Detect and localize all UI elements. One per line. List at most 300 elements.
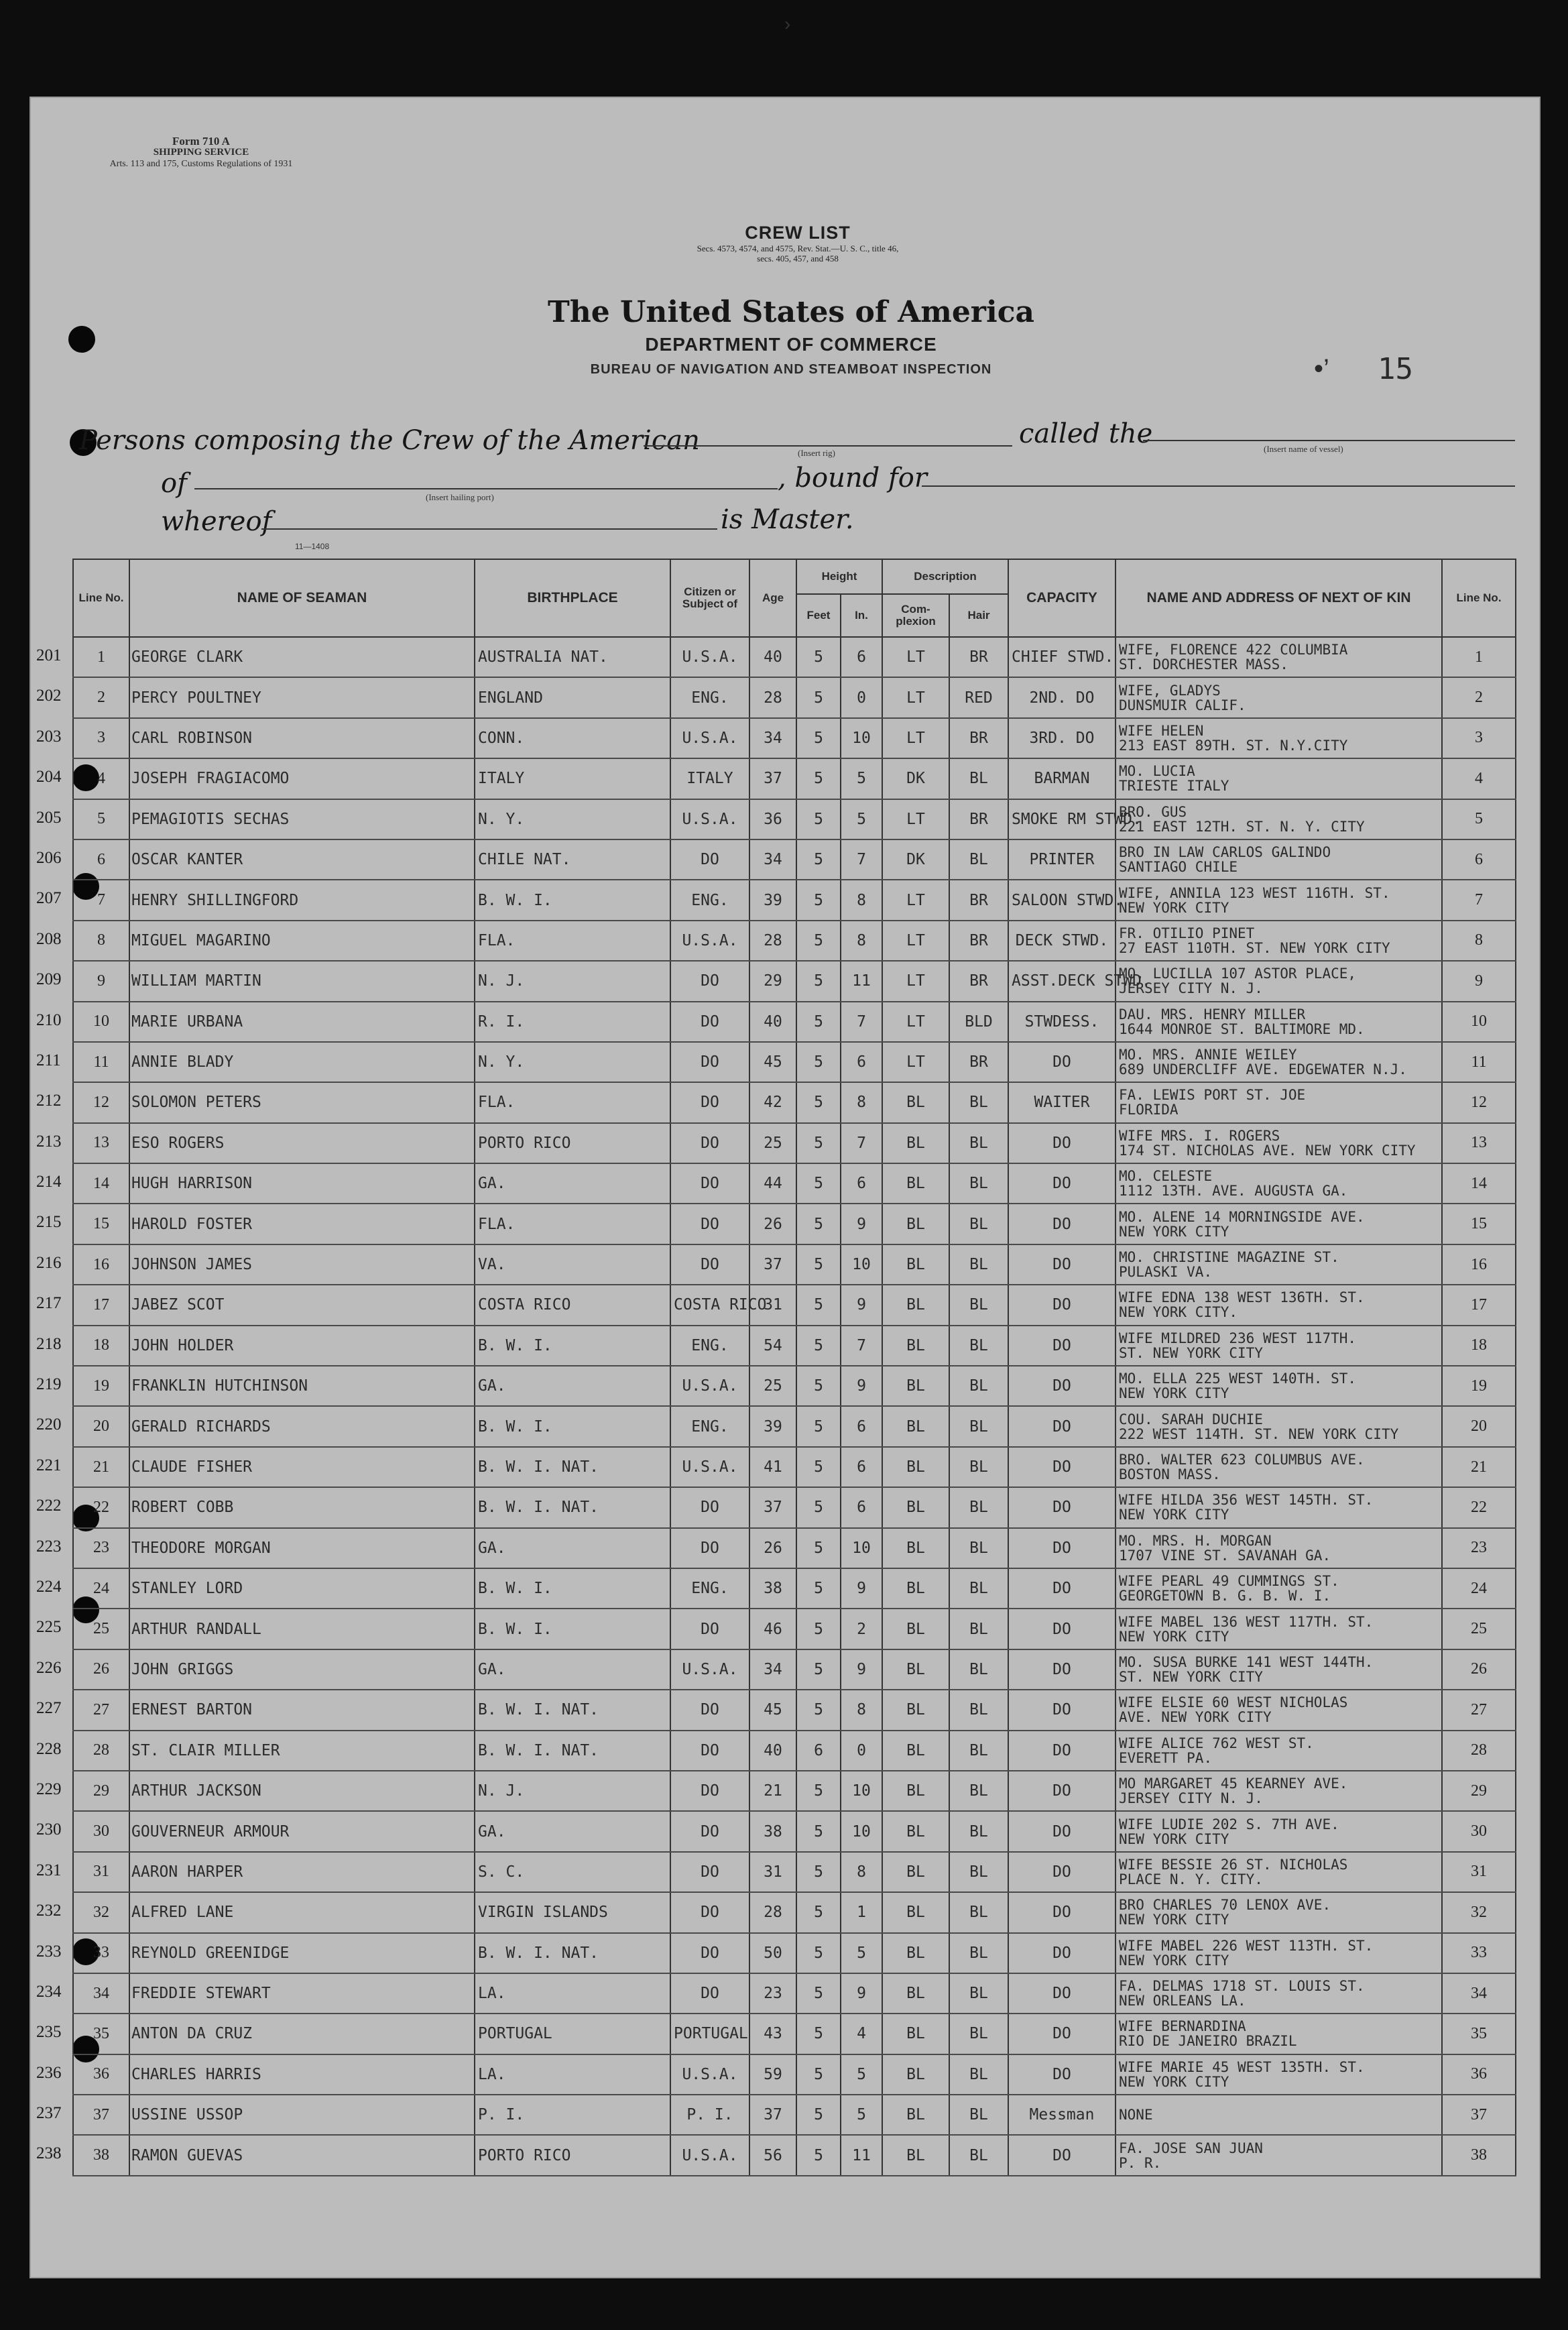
line-prefix: 214 — [36, 1173, 62, 1191]
line-prefix: 209 — [36, 970, 62, 989]
line-number: 36 — [73, 2054, 129, 2095]
next-of-kin-line: NEW YORK CITY — [1119, 1507, 1229, 1523]
table-row — [73, 961, 1516, 1001]
citizenship: DO — [670, 1082, 749, 1122]
height-feet: 5 — [796, 839, 841, 880]
next-of-kin-line: BRO CHARLES 70 LENOX AVE. — [1119, 1897, 1331, 1914]
height-feet: 5 — [796, 1852, 841, 1892]
hair: BL — [949, 2054, 1008, 2095]
col-hair: Hair — [949, 594, 1008, 637]
age: 45 — [749, 1042, 796, 1082]
height-inches: 6 — [841, 637, 882, 677]
complexion: DK — [882, 758, 949, 799]
seaman-name: ANTON DA CRUZ — [129, 2014, 475, 2054]
persons-label: Persons composing the Crew of the American — [79, 425, 700, 456]
height-feet: 5 — [796, 1973, 841, 2014]
hair: BL — [949, 2095, 1008, 2135]
next-of-kin-line: WIFE PEARL 49 CUMMINGS ST. — [1119, 1573, 1339, 1590]
height-inches: 7 — [841, 1326, 882, 1366]
line-prefix: 232 — [36, 1902, 62, 1920]
citizenship: U.S.A. — [670, 637, 749, 677]
table-row — [73, 1690, 1516, 1730]
line-prefix: 219 — [36, 1375, 62, 1394]
height-inches: 10 — [841, 1528, 882, 1568]
seaman-name: ARTHUR RANDALL — [129, 1609, 475, 1649]
next-of-kin-line: 27 EAST 110TH. ST. NEW YORK CITY — [1119, 939, 1390, 956]
next-of-kin — [1115, 1811, 1442, 1851]
capacity: STWDESS. — [1008, 1002, 1115, 1042]
line-number: 23 — [73, 1528, 129, 1568]
form-regulation: Arts. 113 and 175, Customs Regulations of 1931 — [109, 159, 293, 169]
table-row — [73, 1528, 1516, 1568]
col-height: Height — [796, 559, 882, 594]
vessel-hint: (Insert name of vessel) — [1264, 444, 1343, 454]
next-of-kin — [1115, 758, 1442, 799]
birthplace: CHILE NAT. — [475, 839, 670, 880]
line-number: 28 — [73, 1731, 129, 1771]
next-of-kin-line: P. R. — [1119, 2154, 1162, 2171]
line-number-right: 37 — [1442, 2095, 1516, 2135]
capacity: SALOON STWD. — [1008, 880, 1115, 920]
seaman-name: GOUVERNEUR ARMOUR — [129, 1811, 475, 1851]
hair: BL — [949, 1852, 1008, 1892]
height-inches: 5 — [841, 2095, 882, 2135]
next-of-kin — [1115, 1528, 1442, 1568]
table-row — [73, 2135, 1516, 2175]
complexion: BL — [882, 1163, 949, 1204]
line-number: 30 — [73, 1811, 129, 1851]
statute-line-2: secs. 405, 457, and 458 — [757, 253, 839, 264]
height-inches: 5 — [841, 2054, 882, 2095]
capacity: DO — [1008, 1042, 1115, 1082]
next-of-kin-line: ST. NEW YORK CITY — [1119, 1344, 1263, 1361]
master-field[interactable] — [261, 528, 717, 530]
complexion: BL — [882, 2054, 949, 2095]
birthplace: ITALY — [475, 758, 670, 799]
height-inches: 10 — [841, 1244, 882, 1285]
citizenship: ENG. — [670, 677, 749, 717]
next-of-kin — [1115, 1204, 1442, 1244]
complexion: LT — [882, 1042, 949, 1082]
capacity: DECK STWD. — [1008, 921, 1115, 961]
birthplace: AUSTRALIA NAT. — [475, 637, 670, 677]
complexion: BL — [882, 1811, 949, 1851]
line-prefix: 203 — [36, 727, 62, 746]
height-inches: 11 — [841, 961, 882, 1001]
capacity: DO — [1008, 2014, 1115, 2054]
citizenship: ITALY — [670, 758, 749, 799]
line-prefix: 233 — [36, 1942, 62, 1961]
age: 45 — [749, 1690, 796, 1730]
capacity: DO — [1008, 1326, 1115, 1366]
height-inches: 7 — [841, 1002, 882, 1042]
next-of-kin-line: BRO. WALTER 623 COLUMBUS AVE. — [1119, 1452, 1365, 1468]
next-of-kin — [1115, 1852, 1442, 1892]
height-inches: 0 — [841, 1731, 882, 1771]
complexion: BL — [882, 1487, 949, 1527]
line-prefix: 225 — [36, 1618, 62, 1637]
line-prefix: 236 — [36, 2063, 62, 2082]
next-of-kin — [1115, 1892, 1442, 1932]
birthplace: B. W. I. — [475, 1568, 670, 1609]
next-of-kin-line: WIFE, GLADYS — [1119, 682, 1221, 699]
hair: BL — [949, 1204, 1008, 1244]
height-inches: 9 — [841, 1568, 882, 1609]
height-feet: 5 — [796, 1528, 841, 1568]
bound-for-field[interactable] — [922, 485, 1515, 487]
page-mark: •’ — [1314, 354, 1329, 384]
height-inches: 8 — [841, 880, 882, 920]
table-row — [73, 799, 1516, 839]
citizenship: DO — [670, 1609, 749, 1649]
complexion: BL — [882, 1204, 949, 1244]
height-feet: 5 — [796, 1002, 841, 1042]
seaman-name: THEODORE MORGAN — [129, 1528, 475, 1568]
line-number-right: 26 — [1442, 1649, 1516, 1690]
capacity: Messman — [1008, 2095, 1115, 2135]
complexion: BL — [882, 1244, 949, 1285]
height-feet: 5 — [796, 1892, 841, 1932]
table-row — [73, 1973, 1516, 2014]
height-inches: 8 — [841, 1082, 882, 1122]
complexion: BL — [882, 1406, 949, 1446]
seaman-name: MIGUEL MAGARINO — [129, 921, 475, 961]
height-inches: 11 — [841, 2135, 882, 2175]
next-of-kin — [1115, 799, 1442, 839]
age: 54 — [749, 1326, 796, 1366]
seaman-name: REYNOLD GREENIDGE — [129, 1933, 475, 1973]
capacity: DO — [1008, 1123, 1115, 1163]
capacity: DO — [1008, 2054, 1115, 2095]
next-of-kin-line: WIFE MRS. I. ROGERS — [1119, 1127, 1280, 1144]
rig-field[interactable] — [644, 445, 1012, 447]
table-row — [73, 1326, 1516, 1366]
next-of-kin-line: MO. CELESTE — [1119, 1168, 1213, 1185]
next-of-kin — [1115, 1366, 1442, 1406]
next-of-kin-line: WIFE ALICE 762 WEST ST. — [1119, 1735, 1314, 1751]
height-feet: 5 — [796, 1771, 841, 1811]
line-number-right: 29 — [1442, 1771, 1516, 1811]
next-of-kin-line: 1707 VINE ST. SAVANAH GA. — [1119, 1547, 1331, 1564]
next-of-kin-line: EVERETT PA. — [1119, 1749, 1213, 1766]
complexion: BL — [882, 1649, 949, 1690]
next-of-kin — [1115, 961, 1442, 1001]
birthplace: FLA. — [475, 921, 670, 961]
line-number-right: 32 — [1442, 1892, 1516, 1932]
punch-hole — [68, 326, 95, 353]
table-row — [73, 1892, 1516, 1932]
birthplace: N. J. — [475, 961, 670, 1001]
table-row — [73, 1082, 1516, 1122]
seaman-name: RAMON GUEVAS — [129, 2135, 475, 2175]
col-complexion: Com-plexion — [882, 594, 949, 637]
hair: BR — [949, 880, 1008, 920]
birthplace: ENGLAND — [475, 677, 670, 717]
complexion: BL — [882, 1447, 949, 1487]
hair: BR — [949, 799, 1008, 839]
birthplace: COSTA RICO — [475, 1285, 670, 1325]
seaman-name: HUGH HARRISON — [129, 1163, 475, 1204]
line-number: 13 — [73, 1123, 129, 1163]
line-prefix: 213 — [36, 1132, 62, 1151]
seaman-name: ROBERT COBB — [129, 1487, 475, 1527]
birthplace: GA. — [475, 1163, 670, 1204]
next-of-kin-line: MO. CHRISTINE MAGAZINE ST. — [1119, 1249, 1339, 1266]
capacity: CHIEF STWD. — [1008, 637, 1115, 677]
next-of-kin-line: SANTIAGO CHILE — [1119, 859, 1238, 876]
birthplace: PORTO RICO — [475, 2135, 670, 2175]
birthplace: FLA. — [475, 1204, 670, 1244]
table-row — [73, 1649, 1516, 1690]
line-prefix: 216 — [36, 1253, 62, 1272]
complexion: LT — [882, 718, 949, 758]
complexion: BL — [882, 1123, 949, 1163]
next-of-kin — [1115, 2014, 1442, 2054]
col-feet: Feet — [796, 594, 841, 637]
complexion: BL — [882, 2014, 949, 2054]
age: 37 — [749, 2095, 796, 2135]
next-of-kin — [1115, 637, 1442, 677]
complexion: DK — [882, 839, 949, 880]
hair: BL — [949, 1487, 1008, 1527]
line-prefix: 210 — [36, 1010, 62, 1029]
complexion: LT — [882, 677, 949, 717]
next-of-kin-line: FR. OTILIO PINET — [1119, 925, 1255, 941]
hair: BR — [949, 961, 1008, 1001]
table-row — [73, 880, 1516, 920]
age: 34 — [749, 718, 796, 758]
next-of-kin-line: MO. LUCILLA 107 ASTOR PLACE, — [1119, 966, 1357, 982]
complexion: LT — [882, 961, 949, 1001]
height-feet: 5 — [796, 1447, 841, 1487]
capacity: DO — [1008, 1406, 1115, 1446]
hair: RED — [949, 677, 1008, 717]
seaman-name: FREDDIE STEWART — [129, 1973, 475, 2014]
line-prefix: 234 — [36, 1982, 62, 2001]
age: 50 — [749, 1933, 796, 1973]
table-row — [73, 1042, 1516, 1082]
height-inches: 6 — [841, 1406, 882, 1446]
next-of-kin-line: FA. DELMAS 1718 ST. LOUIS ST. — [1119, 1978, 1365, 1995]
hair: BR — [949, 921, 1008, 961]
next-of-kin — [1115, 1326, 1442, 1366]
line-number-right: 23 — [1442, 1528, 1516, 1568]
col-line-no: Line No. — [73, 559, 129, 637]
height-feet: 5 — [796, 1690, 841, 1730]
next-of-kin-line: WIFE MILDRED 236 WEST 117TH. — [1119, 1330, 1357, 1346]
height-feet: 5 — [796, 1285, 841, 1325]
birthplace: P. I. — [475, 2095, 670, 2135]
height-inches: 10 — [841, 718, 882, 758]
seaman-name: PERCY POULTNEY — [129, 677, 475, 717]
height-feet: 5 — [796, 2054, 841, 2095]
capacity: 3RD. DO — [1008, 718, 1115, 758]
height-feet: 5 — [796, 637, 841, 677]
hailing-port-field[interactable] — [194, 488, 778, 489]
of-label: of — [161, 468, 187, 499]
height-inches: 1 — [841, 1892, 882, 1932]
line-number-right: 8 — [1442, 921, 1516, 961]
line-number-right: 11 — [1442, 1042, 1516, 1082]
line-number: 9 — [73, 961, 129, 1001]
table-row — [73, 2014, 1516, 2054]
table-row — [73, 1933, 1516, 1973]
age: 28 — [749, 1892, 796, 1932]
col-capacity: CAPACITY — [1008, 559, 1115, 637]
seaman-name: ANNIE BLADY — [129, 1042, 475, 1082]
seaman-name: SOLOMON PETERS — [129, 1082, 475, 1122]
birthplace: VIRGIN ISLANDS — [475, 1892, 670, 1932]
capacity: DO — [1008, 1609, 1115, 1649]
citizenship: U.S.A. — [670, 1447, 749, 1487]
table-row — [73, 1568, 1516, 1609]
age: 34 — [749, 839, 796, 880]
line-prefix: 227 — [36, 1699, 62, 1718]
seaman-name: JOSEPH FRAGIACOMO — [129, 758, 475, 799]
age: 40 — [749, 637, 796, 677]
citizenship: DO — [670, 961, 749, 1001]
complexion: LT — [882, 880, 949, 920]
table-row — [73, 718, 1516, 758]
height-feet: 5 — [796, 1568, 841, 1609]
seaman-name: AARON HARPER — [129, 1852, 475, 1892]
form-service: SHIPPING SERVICE — [153, 147, 249, 158]
complexion: BL — [882, 1568, 949, 1609]
age: 28 — [749, 921, 796, 961]
next-of-kin-line: MO. MRS. H. MORGAN — [1119, 1532, 1272, 1549]
line-number: 27 — [73, 1690, 129, 1730]
complexion: BL — [882, 1731, 949, 1771]
table-row — [73, 1609, 1516, 1649]
capacity: DO — [1008, 1690, 1115, 1730]
hair: BL — [949, 1447, 1008, 1487]
line-number-right: 28 — [1442, 1731, 1516, 1771]
col-inches: In. — [841, 594, 882, 637]
citizenship: DO — [670, 1933, 749, 1973]
line-number-right: 3 — [1442, 718, 1516, 758]
line-prefix: 215 — [36, 1213, 62, 1232]
table-row — [73, 2054, 1516, 2095]
hair: BL — [949, 1326, 1008, 1366]
line-number: 38 — [73, 2135, 129, 2175]
capacity: DO — [1008, 1731, 1115, 1771]
hair: BL — [949, 2014, 1008, 2054]
line-number: 6 — [73, 839, 129, 880]
height-feet: 6 — [796, 1731, 841, 1771]
age: 25 — [749, 1123, 796, 1163]
hair: BL — [949, 1366, 1008, 1406]
complexion: BL — [882, 1366, 949, 1406]
height-inches: 4 — [841, 2014, 882, 2054]
next-of-kin-line: NEW YORK CITY — [1119, 1628, 1229, 1645]
birthplace: R. I. — [475, 1002, 670, 1042]
line-number: 37 — [73, 2095, 129, 2135]
col-citizen: Citizen or Subject of — [670, 559, 749, 637]
line-number-right: 24 — [1442, 1568, 1516, 1609]
hair: BL — [949, 1933, 1008, 1973]
line-number: 4 — [73, 758, 129, 799]
age: 40 — [749, 1002, 796, 1042]
height-feet: 5 — [796, 1326, 841, 1366]
citizenship: DO — [670, 1973, 749, 2014]
crew-list-title: CREW LIST — [745, 223, 851, 243]
height-inches: 8 — [841, 921, 882, 961]
next-of-kin-line: WIFE HELEN — [1119, 722, 1204, 739]
capacity: DO — [1008, 1649, 1115, 1690]
birthplace: GA. — [475, 1649, 670, 1690]
complexion: BL — [882, 1082, 949, 1122]
height-inches: 6 — [841, 1447, 882, 1487]
citizenship: U.S.A. — [670, 799, 749, 839]
next-of-kin-line: WIFE LUDIE 202 S. 7TH AVE. — [1119, 1816, 1339, 1832]
birthplace: GA. — [475, 1528, 670, 1568]
vessel-name-field[interactable] — [1143, 440, 1515, 441]
citizenship: U.S.A. — [670, 718, 749, 758]
next-of-kin-line: JERSEY CITY N. J. — [1119, 1790, 1263, 1807]
table-row — [73, 1771, 1516, 1811]
line-number-right: 12 — [1442, 1082, 1516, 1122]
table-row — [73, 1123, 1516, 1163]
next-of-kin-line: NEW YORK CITY — [1119, 1912, 1229, 1928]
height-feet: 5 — [796, 1649, 841, 1690]
citizenship: U.S.A. — [670, 921, 749, 961]
next-of-kin — [1115, 2054, 1442, 2095]
height-feet: 5 — [796, 1609, 841, 1649]
next-of-kin-line: NEW YORK CITY — [1119, 2073, 1229, 2090]
capacity: DO — [1008, 1285, 1115, 1325]
height-inches: 2 — [841, 1609, 882, 1649]
age: 26 — [749, 1204, 796, 1244]
birthplace: N. Y. — [475, 1042, 670, 1082]
age: 41 — [749, 1447, 796, 1487]
line-number-right: 22 — [1442, 1487, 1516, 1527]
hair: BL — [949, 1731, 1008, 1771]
next-of-kin-line: NEW YORK CITY — [1119, 1223, 1229, 1240]
rig-hint: (Insert rig) — [798, 448, 835, 458]
birthplace: B. W. I. NAT. — [475, 1487, 670, 1527]
next-of-kin-line: NEW ORLEANS LA. — [1119, 1993, 1246, 2009]
table-row — [73, 1204, 1516, 1244]
next-of-kin-line: PLACE N. Y. CITY. — [1119, 1871, 1263, 1887]
next-of-kin-line: WIFE ELSIE 60 WEST NICHOLAS — [1119, 1694, 1348, 1711]
next-of-kin-line: JERSEY CITY N. J. — [1119, 980, 1263, 997]
complexion: BL — [882, 1285, 949, 1325]
capacity: DO — [1008, 1811, 1115, 1851]
table-row — [73, 1366, 1516, 1406]
line-number: 31 — [73, 1852, 129, 1892]
seaman-name: JABEZ SCOT — [129, 1285, 475, 1325]
hair: BR — [949, 1042, 1008, 1082]
seaman-name: GEORGE CLARK — [129, 637, 475, 677]
complexion: BL — [882, 1973, 949, 2014]
height-feet: 5 — [796, 2014, 841, 2054]
line-number-right: 15 — [1442, 1204, 1516, 1244]
age: 28 — [749, 677, 796, 717]
next-of-kin — [1115, 1123, 1442, 1163]
height-feet: 5 — [796, 1123, 841, 1163]
birthplace: GA. — [475, 1366, 670, 1406]
capacity: DO — [1008, 1163, 1115, 1204]
hair: BL — [949, 758, 1008, 799]
height-inches: 10 — [841, 1811, 882, 1851]
capacity: DO — [1008, 1973, 1115, 2014]
table-row — [73, 1447, 1516, 1487]
crew-table — [72, 559, 1516, 2176]
next-of-kin — [1115, 718, 1442, 758]
birthplace: VA. — [475, 1244, 670, 1285]
complexion: BL — [882, 1528, 949, 1568]
citizenship: DO — [670, 1204, 749, 1244]
